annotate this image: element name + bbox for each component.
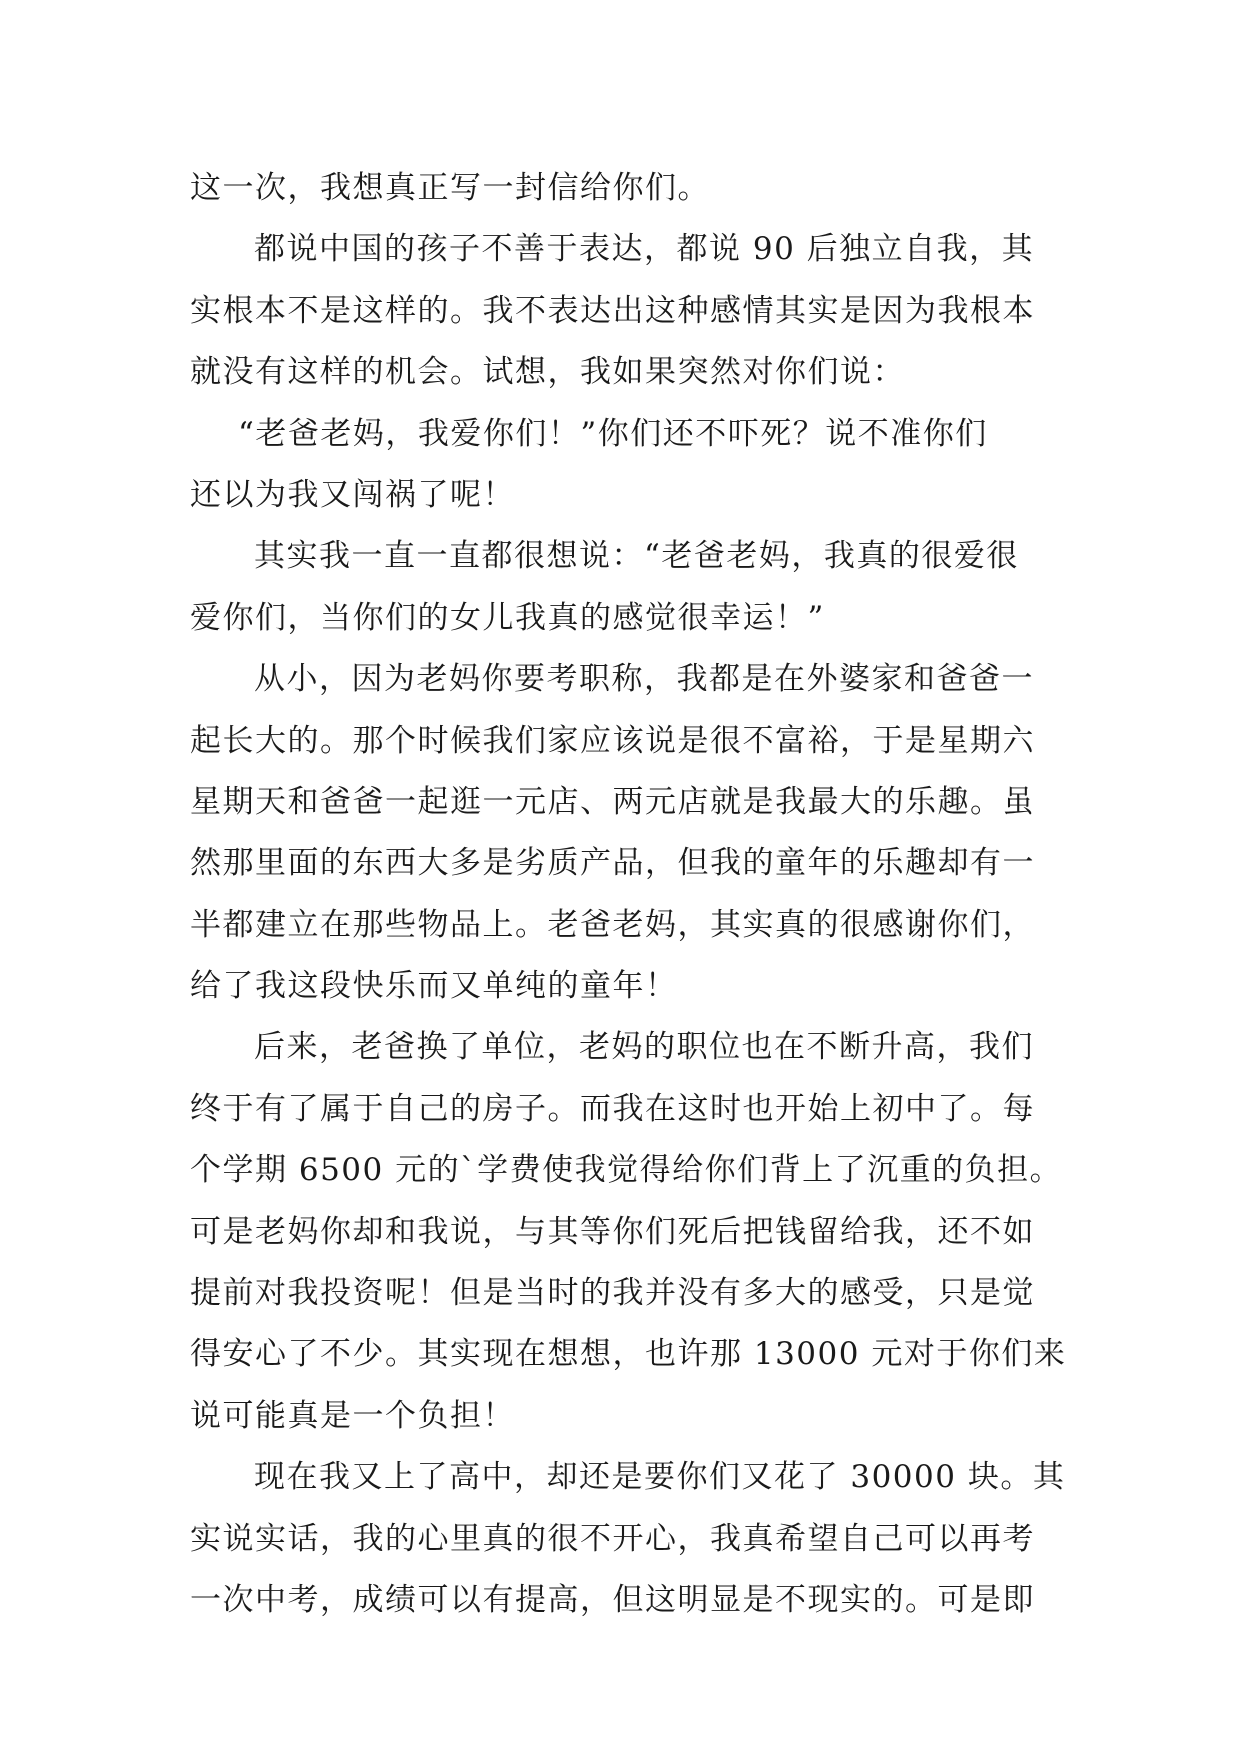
text-line: 实根本不是这样的。我不表达出这种感情其实是因为我根本 [190, 292, 1035, 329]
text-line: 半都建立在那些物品上。老爸老妈，其实真的很感谢你们， [190, 906, 1035, 943]
text-line: 就没有这样的机会。试想，我如果突然对你们说： [190, 354, 905, 391]
text-line: 得安心了不少。其实现在想想，也许那 13000 元对于你们来 [190, 1336, 1067, 1373]
text-line: 起长大的。那个时候我们家应该说是很不富裕，于是星期六 [190, 722, 1035, 759]
text-line: 其实我一直一直都很想说：“老爸老妈，我真的很爱很 [254, 538, 1019, 575]
text-line: 从小，因为老妈你要考职称，我都是在外婆家和爸爸一 [254, 661, 1034, 698]
text-line: 这一次，我想真正写一封信给你们。 [190, 170, 710, 206]
text-line: 实说实话，我的心里真的很不开心，我真希望自己可以再考 [190, 1520, 1035, 1557]
text-line: 终于有了属于自己的房子。而我在这时也开始上初中了。每 [190, 1090, 1035, 1127]
text-line: 一次中考，成绩可以有提高，但这明显是不现实的。可是即 [190, 1581, 1035, 1618]
text-line: 提前对我投资呢！但是当时的我并没有多大的感受，只是觉 [190, 1275, 1035, 1312]
text-line: “老爸老妈，我爱你们！”你们还不吓死？说不准你们 [238, 415, 988, 452]
text-line: 可是老妈你却和我说，与其等你们死后把钱留给我，还不如 [190, 1213, 1035, 1250]
text-line: 说可能真是一个负担！ [190, 1397, 515, 1434]
text-line: 爱你们，当你们的女儿我真的感觉很幸运！” [190, 599, 825, 636]
text-line: 现在我又上了高中，却还是要你们又花了 30000 块。其 [254, 1459, 1066, 1496]
text-line: 还以为我又闯祸了呢！ [190, 476, 515, 513]
text-line: 给了我这段快乐而又单纯的童年！ [190, 968, 678, 1005]
text-line: 然那里面的东西大多是劣质产品，但我的童年的乐趣却有一 [190, 845, 1035, 882]
text-line: 个学期 6500 元的`学费使我觉得给你们背上了沉重的负担。 [190, 1152, 1063, 1189]
text-line: 星期天和爸爸一起逛一元店、两元店就是我最大的乐趣。虽 [190, 783, 1035, 820]
text-line: 都说中国的孩子不善于表达，都说 90 后独立自我，其 [254, 231, 1035, 268]
letter-body [190, 158, 1070, 1631]
text-line: 后来，老爸换了单位，老妈的职位也在不断升高，我们 [254, 1029, 1034, 1066]
